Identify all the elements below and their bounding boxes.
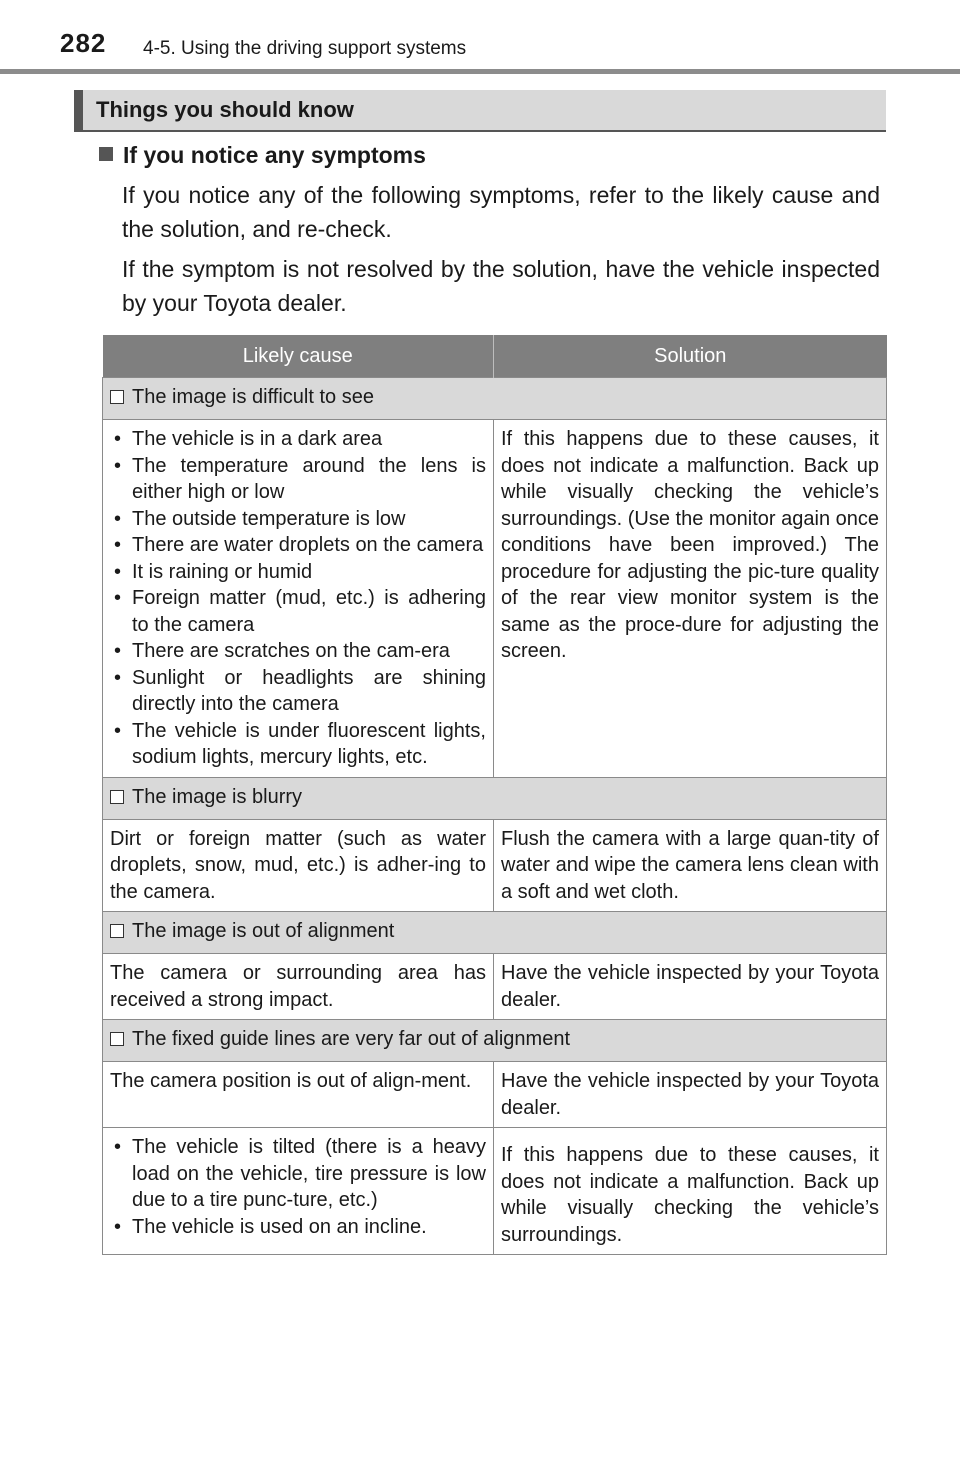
table-row (103, 420, 887, 778)
list-item: • It is raining or humid (110, 559, 486, 586)
checkbox-icon (110, 390, 124, 404)
table-row (103, 1128, 887, 1255)
list-item: • The vehicle is used on an incline. (110, 1214, 486, 1241)
cause-cell: The camera position is out of align-ment. (103, 1062, 494, 1128)
cause-cell: Dirt or foreign matter (such as water droplets, snow, mud, etc.) is adher-ing to the camera. (103, 819, 494, 912)
symptom-row (103, 777, 887, 819)
list-item: • The outside temperature is low (110, 506, 486, 533)
table-header-row (103, 335, 887, 378)
dealer-paragraph: If the symptom is not resolved by the solution, have the vehicle inspected by your Toyota dealer. (122, 256, 880, 316)
table-row (103, 819, 887, 912)
header-rule (0, 69, 960, 74)
symptom-label: The image is difficult to see (132, 386, 374, 408)
list-item: • There are scratches on the cam-era (110, 638, 486, 665)
banner-accent-bar (74, 90, 83, 130)
symptom-row (103, 1020, 887, 1062)
checkbox-icon (110, 924, 124, 938)
symptom-row (103, 378, 887, 420)
col-header-solution: Solution (494, 335, 887, 378)
checkbox-icon (110, 1032, 124, 1046)
symptom-table (102, 335, 887, 1255)
table-row (103, 1062, 887, 1128)
symptoms-heading (99, 142, 426, 169)
list-item: • The vehicle is under fluorescent lights, sodium lights, mercury lights, etc. (110, 718, 486, 771)
col-header-likely-cause: Likely cause (103, 335, 494, 378)
page-number: 282 (60, 28, 107, 58)
cause-list (110, 1134, 486, 1240)
solution-cell: Flush the camera with a large quan-tity of water and wipe the camera lens clean with a soft and wet cloth. (494, 819, 887, 912)
symptom-label: The fixed guide lines are very far out of alignment (132, 1028, 571, 1050)
list-item: • The vehicle is tilted (there is a heavy load on the vehicle, tire pressure is low due to a tire punc-ture, etc.) (110, 1134, 486, 1214)
banner-title: Things you should know (96, 97, 354, 122)
list-item: • The vehicle is in a dark area (110, 426, 486, 453)
cause-cell (103, 420, 494, 778)
cause-cell (103, 1128, 494, 1255)
checkbox-icon (110, 790, 124, 804)
solution-cell: Have the vehicle inspected by your Toyota dealer. (494, 954, 887, 1020)
solution-cell: Have the vehicle inspected by your Toyota dealer. (494, 1062, 887, 1128)
symptom-row (103, 912, 887, 954)
symptoms-heading-text: If you notice any symptoms (123, 142, 426, 168)
table-row (103, 954, 887, 1020)
list-item: • Sunlight or headlights are shining directly into the camera (110, 665, 486, 718)
page-header (0, 0, 960, 76)
square-bullet-icon (99, 147, 113, 161)
intro-paragraph: If you notice any of the following symptoms, refer to the likely cause and the solution, and re-check. (122, 182, 880, 242)
list-item: • Foreign matter (mud, etc.) is adhering to the camera (110, 585, 486, 638)
cause-list (110, 426, 486, 771)
symptom-label: The image is out of alignment (132, 920, 395, 942)
banner-rule (74, 130, 886, 132)
things-to-know-banner (74, 90, 886, 130)
list-item: • The temperature around the lens is either high or low (110, 453, 486, 506)
solution-cell: If this happens due to these causes, it does not indicate a malfunction. Back up while visually checking the vehicle’s surroundings. (Use the monitor again once conditions have been improved.) The procedure for adjusting the pic-ture quality of the rear view monitor system is the same as the proce-dure for adjusting the screen. (494, 420, 887, 778)
list-item: • There are water droplets on the camera (110, 532, 486, 559)
section-title: 4-5. Using the driving support systems (143, 38, 467, 59)
solution-cell: If this happens due to these causes, it does not indicate a malfunction. Back up while visually checking the vehicle’s surroundings. (494, 1128, 887, 1255)
symptom-label: The image is blurry (132, 785, 303, 808)
cause-cell: The camera or surrounding area has received a strong impact. (103, 954, 494, 1020)
